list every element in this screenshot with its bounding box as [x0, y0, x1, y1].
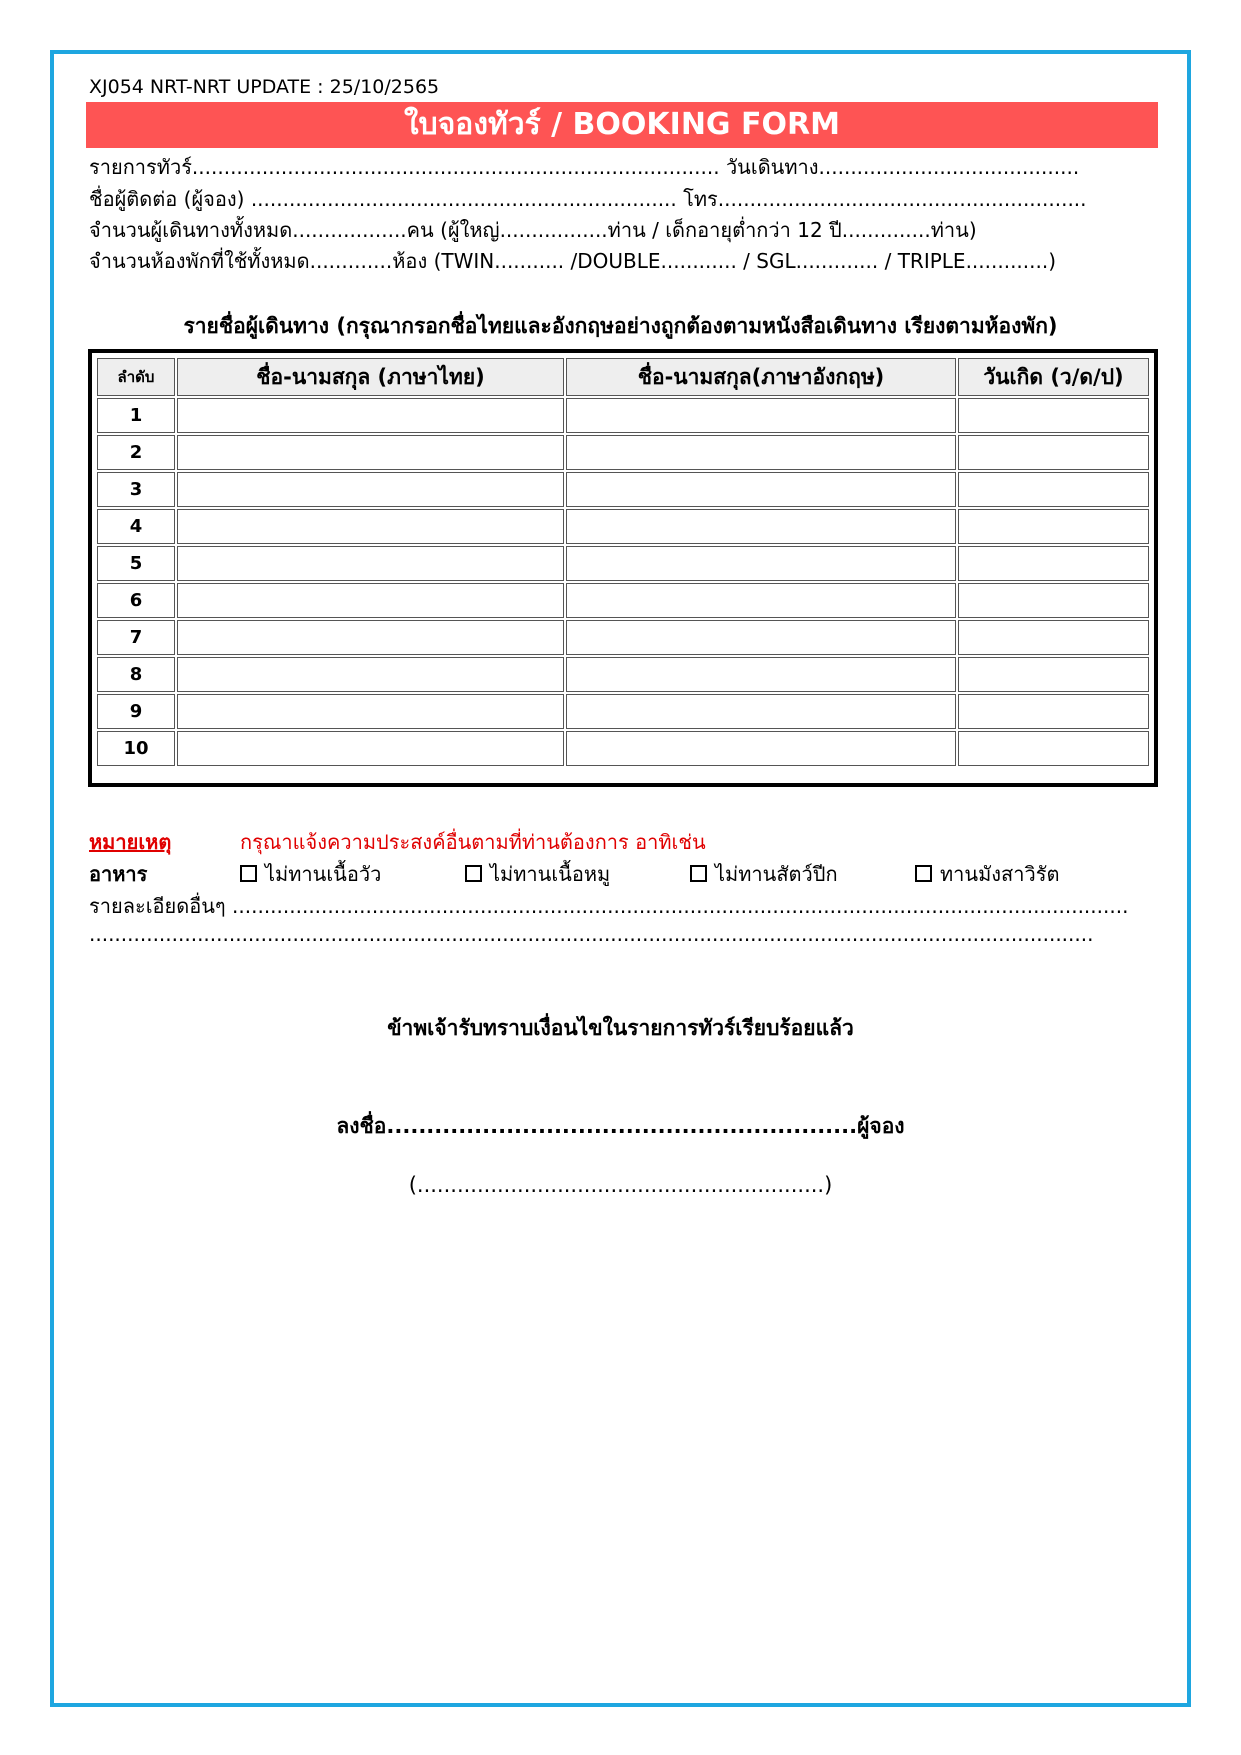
- contact-field-line[interactable]: ชื่อผู้ติดต่อ (ผู้จอง) ................................................................... โทร..........................................................: [89, 187, 1087, 211]
- update-line: XJ054 NRT-NRT UPDATE : 25/10/2565: [89, 76, 440, 98]
- english-name-cell[interactable]: [566, 694, 956, 729]
- english-name-cell[interactable]: [566, 435, 956, 470]
- english-name-cell[interactable]: [566, 731, 956, 766]
- birthdate-cell[interactable]: [958, 731, 1149, 766]
- food-option-vegetarian[interactable]: [915, 858, 1059, 890]
- english-name-cell[interactable]: [566, 583, 956, 618]
- signature-name-line[interactable]: (.............................................................): [408, 1173, 833, 1197]
- row-number: 1: [97, 398, 175, 433]
- row-number: 4: [97, 509, 175, 544]
- birthdate-cell[interactable]: [958, 509, 1149, 544]
- note-label: หมายเหตุ: [89, 830, 172, 854]
- thai-name-cell[interactable]: [177, 435, 564, 470]
- table-row: [97, 731, 1149, 766]
- row-number: 9: [97, 694, 175, 729]
- row-number: 6: [97, 583, 175, 618]
- tour-field-line[interactable]: รายการทัวร์................................................................................... วันเดินทาง.........................................: [89, 155, 1080, 179]
- thai-name-cell[interactable]: [177, 583, 564, 618]
- english-name-cell[interactable]: [566, 620, 956, 655]
- english-name-cell[interactable]: [566, 657, 956, 692]
- thai-name-cell[interactable]: [177, 509, 564, 544]
- birthdate-cell[interactable]: [958, 657, 1149, 692]
- other-details-line[interactable]: รายละเอียดอื่นๆ .............................................................................................................................................: [89, 894, 1129, 918]
- table-row: [97, 435, 1149, 470]
- english-name-cell[interactable]: [566, 546, 956, 581]
- thai-name-cell[interactable]: [177, 731, 564, 766]
- birthdate-cell[interactable]: [958, 472, 1149, 507]
- row-number: 5: [97, 546, 175, 581]
- english-name-cell[interactable]: [566, 398, 956, 433]
- header-birthdate: วันเกิด (ว/ด/ป): [958, 358, 1149, 396]
- checkbox-icon[interactable]: [915, 865, 932, 882]
- note-text: กรุณาแจ้งความประสงค์อื่นตามที่ท่านต้องการ อาทิเช่น: [240, 830, 706, 854]
- thai-name-cell[interactable]: [177, 694, 564, 729]
- english-name-cell[interactable]: [566, 472, 956, 507]
- birthdate-cell[interactable]: [958, 398, 1149, 433]
- header-order: ลำดับ: [97, 358, 175, 396]
- passenger-section-title: รายชื่อผู้เดินทาง (กรุณากรอกชื่อไทยและอังกฤษอย่างถูกต้องตามหนังสือเดินทาง เรียงตามห้องพัก): [183, 314, 1058, 338]
- header-english-name: ชื่อ-นามสกุล(ภาษาอังกฤษ): [566, 358, 956, 396]
- table-row: [97, 620, 1149, 655]
- row-number: 10: [97, 731, 175, 766]
- table-row: [97, 509, 1149, 544]
- birthdate-cell[interactable]: [958, 694, 1149, 729]
- checkbox-icon[interactable]: [465, 865, 482, 882]
- english-name-cell[interactable]: [566, 509, 956, 544]
- food-option-label: ทานมังสาวิรัต: [940, 862, 1060, 886]
- checkbox-icon[interactable]: [690, 865, 707, 882]
- food-option-no-pork[interactable]: [465, 858, 610, 890]
- birthdate-cell[interactable]: [958, 620, 1149, 655]
- row-number: 7: [97, 620, 175, 655]
- birthdate-cell[interactable]: [958, 546, 1149, 581]
- food-option-no-beef[interactable]: [240, 858, 381, 890]
- acknowledgement-text: ข้าพเจ้ารับทราบเงื่อนไขในรายการทัวร์เรียบร้อยแล้ว: [387, 1016, 854, 1040]
- food-option-label: ไม่ทานเนื้อวัว: [265, 862, 382, 886]
- thai-name-cell[interactable]: [177, 546, 564, 581]
- signature-line[interactable]: ลงชื่อ...........................................................ผู้จอง: [336, 1114, 905, 1138]
- traveler-count-line[interactable]: จำนวนผู้เดินทางทั้งหมด..................คน (ผู้ใหญ่.................ท่าน / เด็กอายุต่ำกว่า 12 ปี..............ท่าน): [89, 218, 977, 242]
- table-row: [97, 546, 1149, 581]
- thai-name-cell[interactable]: [177, 620, 564, 655]
- table-row: [97, 472, 1149, 507]
- row-number: 8: [97, 657, 175, 692]
- table-row: [97, 583, 1149, 618]
- row-number: 2: [97, 435, 175, 470]
- table-row: [97, 694, 1149, 729]
- table-row: [97, 398, 1149, 433]
- table-header-row: [97, 358, 1149, 396]
- food-option-no-poultry[interactable]: [690, 858, 838, 890]
- thai-name-cell[interactable]: [177, 657, 564, 692]
- food-option-label: ไม่ทานสัตว์ปีก: [715, 862, 838, 886]
- thai-name-cell[interactable]: [177, 398, 564, 433]
- room-count-line[interactable]: จำนวนห้องพักที่ใช้ทั้งหมด.............ห้อง (TWIN........... /DOUBLE............ / SGL............. / TRIPLE.............): [89, 249, 1057, 273]
- row-number: 3: [97, 472, 175, 507]
- passenger-table: [88, 349, 1158, 787]
- birthdate-cell[interactable]: [958, 435, 1149, 470]
- booking-form-banner: ใบจองทัวร์ / BOOKING FORM: [86, 102, 1158, 148]
- checkbox-icon[interactable]: [240, 865, 257, 882]
- birthdate-cell[interactable]: [958, 583, 1149, 618]
- food-option-label: ไม่ทานเนื้อหมู: [490, 862, 611, 886]
- table-row: [97, 657, 1149, 692]
- thai-name-cell[interactable]: [177, 472, 564, 507]
- header-thai-name: ชื่อ-นามสกุล (ภาษาไทย): [177, 358, 564, 396]
- food-label: อาหาร: [89, 862, 148, 886]
- other-details-line-2[interactable]: ..............................................................................................................................................................: [89, 922, 1094, 946]
